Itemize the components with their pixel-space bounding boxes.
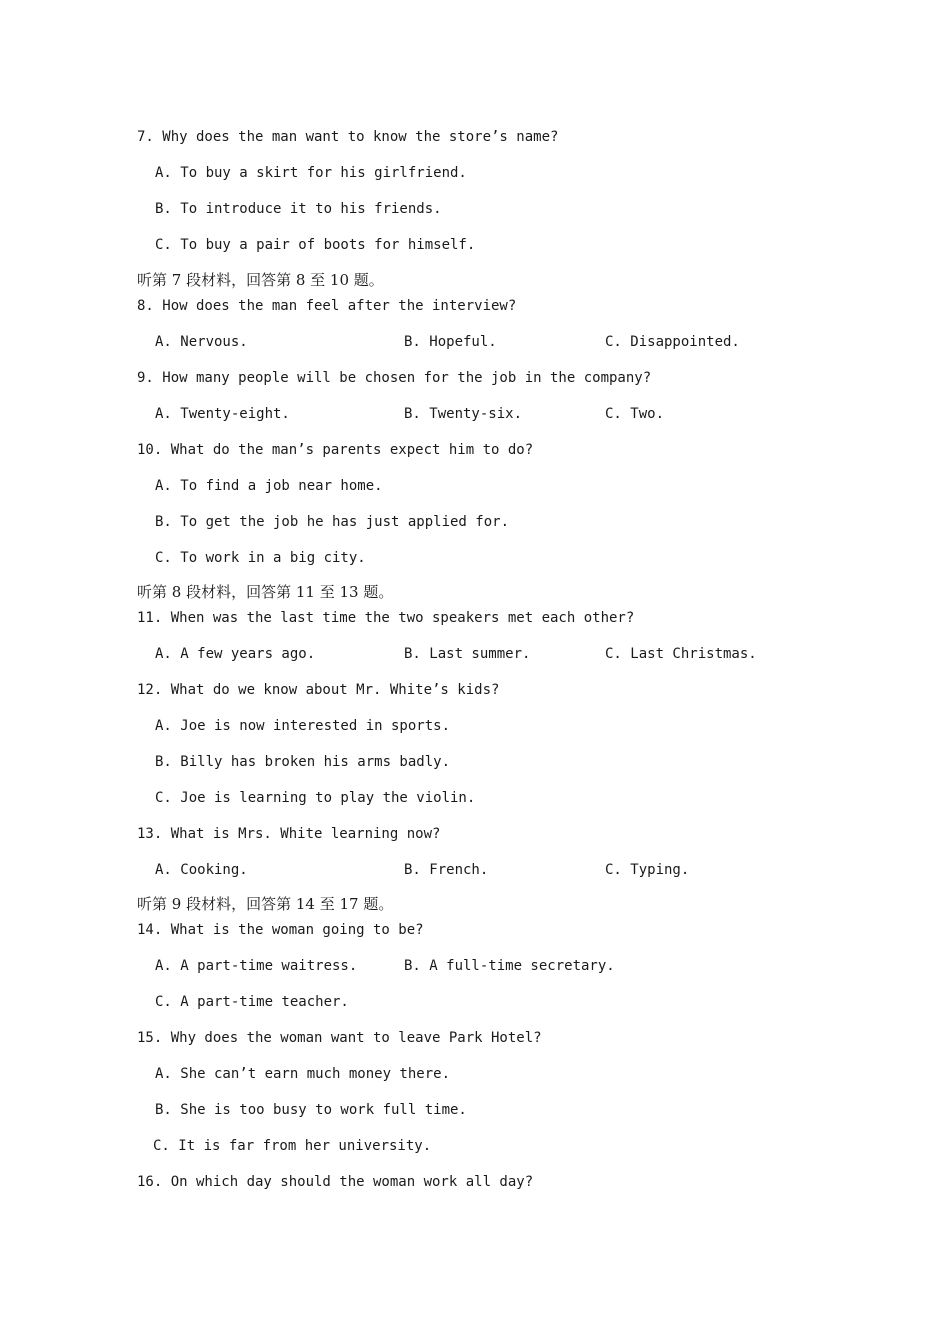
section-7-instruction: 听第 7 段材料，回答第 8 至 10 题。 (137, 271, 384, 289)
question-13: 13. What is Mrs. White learning now? (137, 826, 441, 842)
q13-option-a: A. Cooking. (155, 862, 248, 878)
question-8: 8. How does the man feel after the interview? (137, 298, 517, 314)
question-9: 9. How many people will be chosen for the job in the company? (137, 370, 652, 386)
q7-option-b: B. To introduce it to his friends. (155, 201, 442, 217)
section-9-instruction: 听第 9 段材料，回答第 14 至 17 题。 (137, 895, 394, 913)
q8-option-a: A. Nervous. (155, 334, 248, 350)
q10-option-b: B. To get the job he has just applied for. (155, 514, 510, 530)
q13-option-c: C. Typing. (605, 862, 690, 878)
question-15: 15. Why does the woman want to leave Park Hotel? (137, 1030, 542, 1046)
q14-option-b: B. A full-time secretary. (404, 958, 615, 974)
q7-option-a: A. To buy a skirt for his girlfriend. (155, 165, 467, 181)
q11-option-a: A. A few years ago. (155, 646, 316, 662)
q15-option-c: C. It is far from her university. (153, 1138, 432, 1154)
q7-option-c: C. To buy a pair of boots for himself. (155, 237, 476, 253)
q8-option-c: C. Disappointed. (605, 334, 740, 350)
q9-option-a: A. Twenty-eight. (155, 406, 290, 422)
q10-option-a: A. To find a job near home. (155, 478, 383, 494)
q9-option-c: C. Two. (605, 406, 665, 422)
q13-option-b: B. French. (404, 862, 489, 878)
section-8-instruction: 听第 8 段材料，回答第 11 至 13 题。 (137, 583, 394, 601)
q11-option-b: B. Last summer. (404, 646, 531, 662)
q15-option-b: B. She is too busy to work full time. (155, 1102, 467, 1118)
question-11: 11. When was the last time the two speakers met each other? (137, 610, 635, 626)
question-14: 14. What is the woman going to be? (137, 922, 424, 938)
q12-option-c: C. Joe is learning to play the violin. (155, 790, 476, 806)
question-7: 7. Why does the man want to know the store’s name? (137, 129, 559, 145)
q12-option-b: B. Billy has broken his arms badly. (155, 754, 451, 770)
q11-option-c: C. Last Christmas. (605, 646, 757, 662)
q15-option-a: A. She can’t earn much money there. (155, 1066, 451, 1082)
question-10: 10. What do the man’s parents expect him to do? (137, 442, 534, 458)
question-12: 12. What do we know about Mr. White’s kids? (137, 682, 500, 698)
q12-option-a: A. Joe is now interested in sports. (155, 718, 451, 734)
q14-option-c: C. A part-time teacher. (155, 994, 349, 1010)
q10-option-c: C. To work in a big city. (155, 550, 366, 566)
q14-option-a: A. A part-time waitress. (155, 958, 358, 974)
q8-option-b: B. Hopeful. (404, 334, 497, 350)
q9-option-b: B. Twenty-six. (404, 406, 523, 422)
question-16: 16. On which day should the woman work all day? (137, 1174, 534, 1190)
